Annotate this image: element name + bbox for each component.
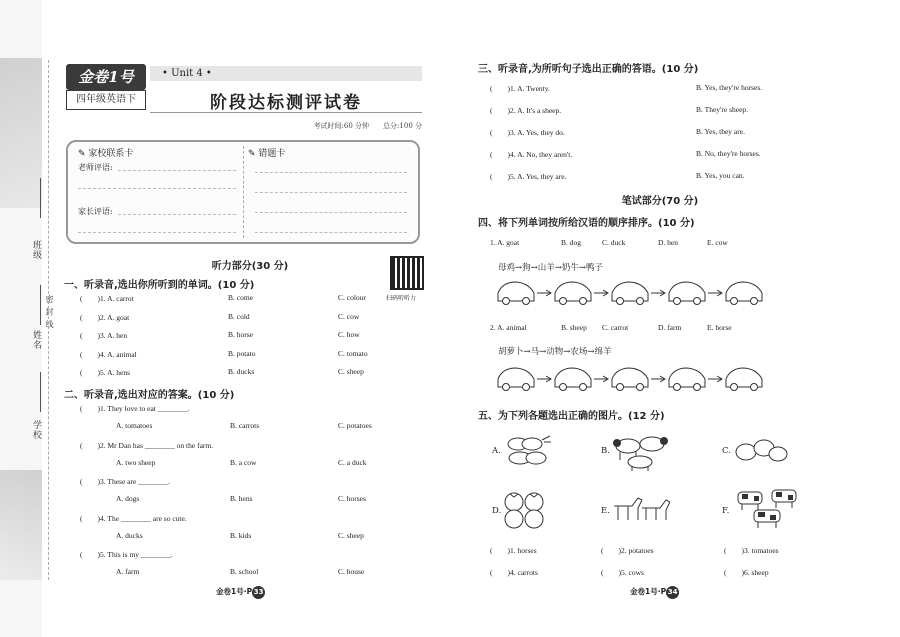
section2-option-b: B. a cow — [230, 457, 257, 467]
section3-question: ( )3. A. Yes, they do. — [490, 128, 565, 137]
arrow-right-icon — [593, 289, 610, 297]
order-hint-1: 母鸡→狗→山羊→奶牛→鸭子 — [498, 263, 603, 273]
parent-comment-line — [118, 214, 236, 215]
brand-logo: 金卷1号 — [66, 64, 146, 90]
footer-left — [216, 586, 265, 599]
section1-option-c: C. colour — [338, 293, 366, 302]
seal-text: 密 封 线 — [45, 295, 54, 330]
section3-title: 三、听录音,为所听句子选出正确的答语。(10 分) — [478, 64, 699, 75]
potatoes-icon — [734, 436, 790, 466]
section2-option-c: C. potatoes — [338, 421, 372, 430]
error-line-4 — [255, 232, 407, 233]
car-icon — [610, 365, 650, 392]
parent-comment-line-2 — [78, 232, 236, 233]
section1-question: ( )3. A. hen — [80, 331, 128, 340]
qr-caption: 扫码听听力 — [386, 295, 417, 302]
section4-word: D. farm — [658, 323, 682, 332]
section1-option-c: C. tomato — [338, 348, 368, 358]
section2-title: 二、听录音,选出对应的答案。(10 分) — [64, 390, 235, 401]
cut-line — [48, 60, 49, 580]
section1-question: ( )4. A. animal — [80, 349, 137, 359]
section3-question: ( )4. A. No, they aren't. — [490, 150, 573, 159]
section5-question: ( )3. tomatoes — [724, 546, 779, 555]
section2-option-b: B. carrots — [230, 421, 260, 430]
section4-word: C. duck — [602, 238, 626, 247]
section2-option-a: A. tomatoes — [116, 421, 153, 430]
tomatoes-icon — [500, 490, 550, 530]
footer-left-page-number: 33 — [252, 586, 265, 599]
section5-question: ( )4. carrots — [490, 568, 538, 577]
car-icon — [724, 279, 764, 306]
section2-question: ( )4. The ________ are so cute. — [80, 513, 187, 523]
pic-c-label: C. — [722, 446, 731, 456]
section4-word: D. hen — [658, 238, 678, 247]
section2-option-b: B. school — [230, 567, 259, 576]
section1-option-b: B. come — [228, 293, 253, 302]
error-line-2 — [255, 192, 407, 193]
pic-b-label: B. — [601, 446, 610, 456]
section1-title: 一、听录音,选出你所听到的单词。(10 分) — [64, 280, 255, 291]
section3-option-b: B. Yes, you can. — [696, 171, 745, 180]
car-icon — [667, 279, 707, 306]
home-school-card-title: ✎ 家校联系卡 — [78, 149, 134, 159]
car-icon — [496, 365, 536, 392]
section2-option-c: C. house — [338, 567, 365, 576]
cows-icon — [732, 486, 810, 530]
section3-option-b: B. No, they're horses. — [696, 149, 761, 158]
footer-left-text: 金卷1号·P — [216, 587, 253, 596]
section5-question: ( )2. potatoes — [601, 546, 654, 555]
section3-option-b: B. Yes, they're horses. — [696, 83, 763, 92]
section5-question: ( )5. cows — [601, 568, 644, 577]
spine-band-top — [0, 58, 42, 208]
section4-word: E. horse — [707, 323, 732, 332]
teacher-comment-label: 老师评语: — [78, 163, 113, 172]
section2-option-a: A. farm — [116, 567, 140, 576]
listening-title: 听力部分(30 分) — [211, 261, 289, 272]
section2-option-a: A. two sheep — [116, 457, 156, 467]
writing-title: 笔试部分(70 分) — [621, 196, 699, 207]
section3-question: ( )2. A. It's a sheep. — [490, 106, 562, 115]
section3-question: ( )1. A. Twenty. — [490, 84, 550, 93]
footer-right-text: 金卷1号·P — [630, 587, 667, 596]
pic-d-label: D. — [492, 506, 502, 516]
section4-word: E. cow — [707, 238, 728, 247]
sheep-icon — [610, 432, 670, 472]
section2-option-b: B. kids — [230, 530, 252, 540]
section3-option-b: B. Yes, they are. — [696, 127, 745, 136]
exam-meta: 考试时间:60 分钟 总分:100 分 — [313, 122, 422, 130]
class-label: 班级 — [31, 240, 41, 260]
unit-label: • Unit 4 • — [150, 66, 422, 81]
section2-option-b: B. hens — [230, 494, 253, 503]
potatoes-carrots-icon — [502, 432, 552, 470]
error-line-3 — [255, 212, 407, 213]
section4-word: 2. A. animal — [490, 323, 527, 332]
car-icon — [496, 279, 536, 306]
grade-label: 四年级英语下 — [66, 90, 146, 110]
section1-option-b: B. horse — [228, 330, 253, 339]
section2-option-a: A. ducks — [116, 530, 143, 540]
order-hint-2: 胡萝卜→马→动物→农场→绵羊 — [498, 347, 612, 357]
horses-icon — [610, 492, 670, 526]
section5-question: ( )6. sheep — [724, 568, 769, 577]
home-school-card-label: 家校联系卡 — [88, 149, 134, 159]
footer-right-page-number: 34 — [666, 586, 679, 599]
section1-option-b: B. cold — [228, 311, 250, 321]
section1-question: ( )5. A. hens — [80, 368, 130, 377]
pic-f-label: F. — [722, 506, 730, 516]
class-line — [40, 178, 41, 218]
qr-code-icon — [390, 256, 424, 290]
car-icon — [553, 365, 593, 392]
arrow-right-icon — [536, 289, 553, 297]
section1-option-b: B. potato — [228, 348, 256, 358]
section1-option-b: B. ducks — [228, 367, 255, 376]
section2-option-c: C. sheep — [338, 530, 364, 540]
card-divider — [243, 146, 244, 238]
spine-band-bottom — [0, 470, 42, 580]
page-title: 阶段达标测评试卷 — [210, 93, 362, 113]
title-rule — [150, 112, 422, 113]
pic-e-label: E. — [601, 506, 610, 516]
binding-spine — [0, 0, 42, 637]
name-line — [40, 285, 41, 325]
section2-question: ( )2. Mr Dan has ________ on the farm. — [80, 440, 214, 450]
section1-question: ( )2. A. goat — [80, 312, 130, 322]
car-icon — [667, 365, 707, 392]
section2-question: ( )5. This is my ________. — [80, 550, 173, 559]
arrow-right-icon — [650, 289, 667, 297]
section1-question: ( )1. A. carrot — [80, 294, 134, 303]
section4-word: B. sheep — [561, 323, 587, 332]
section5-question: ( )1. horses — [490, 546, 537, 555]
section2-question: ( )1. They love to eat ________. — [80, 404, 190, 413]
section2-question: ( )3. These are ________. — [80, 477, 171, 486]
arrow-right-icon — [536, 375, 553, 383]
section4-title: 四、将下列单词按所给汉语的顺序排序。(10 分) — [478, 218, 695, 229]
section2-option-c: C. a duck — [338, 457, 367, 467]
car-icon — [553, 279, 593, 306]
section1-option-c: C. how — [338, 330, 360, 339]
parent-comment-label: 家长评语: — [78, 207, 113, 216]
teacher-comment-line — [118, 170, 236, 171]
error-card-title: ✎ 错题卡 — [248, 149, 286, 159]
section1-option-c: C. sheep — [338, 367, 364, 376]
section4-word: B. dog — [561, 238, 582, 247]
pic-a-label: A. — [492, 446, 501, 456]
section2-option-a: A. dogs — [116, 494, 140, 503]
arrow-right-icon — [593, 375, 610, 383]
section5-title: 五、为下列各题选出正确的图片。(12 分) — [478, 411, 665, 422]
section3-question: ( )5. A. Yes, they are. — [490, 172, 567, 181]
arrow-right-icon — [650, 375, 667, 383]
arrow-right-icon — [707, 375, 724, 383]
section4-word: 1. A. goat — [490, 238, 520, 247]
section3-option-b: B. They're sheep. — [696, 105, 749, 114]
footer-right — [630, 586, 679, 599]
school-label: 学校 — [31, 420, 41, 440]
teacher-comment-line-2 — [78, 188, 236, 189]
school-line — [40, 372, 41, 412]
car-icon — [610, 279, 650, 306]
car-icon — [724, 365, 764, 392]
error-line-1 — [255, 172, 407, 173]
error-card-label: 错题卡 — [258, 149, 286, 159]
name-label: 姓名 — [31, 330, 41, 350]
section1-option-c: C. cow — [338, 311, 360, 321]
arrow-right-icon — [707, 289, 724, 297]
section2-option-c: C. horses — [338, 494, 366, 503]
section4-word: C. carrot — [602, 323, 629, 332]
